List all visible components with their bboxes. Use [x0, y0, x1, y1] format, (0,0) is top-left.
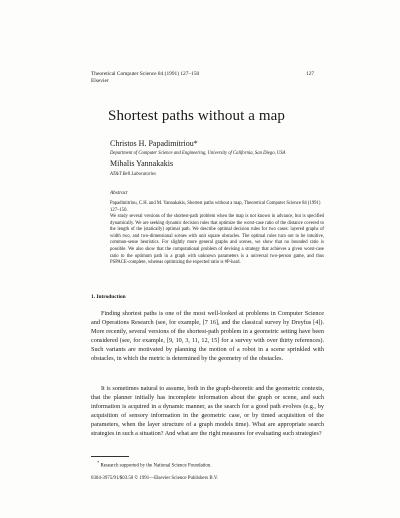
page-number: 127 — [306, 71, 315, 77]
abstract-text: We study several versions of the shortest-path problem when the map is not known in advance, but is specified dynamically. We are seeking dynamic decision rules that optimize the worst-case ratio of the distance covered to the length of the (statically) optimal path. We describe optimal decision rules for two cases: layered graphs of width two, and two-dimensional scenes with unit square obstacles. The optimal rules turn out to be intuitive, common-sense heuristics. For slightly more general graphs and scenes, we show that no bounded ratio is possible. We also show that the computational problem of devising a strategy that achieves a given worst-case ratio to the optimum path in a graph with unknown parameters is a universal two-person game, and thus PSPACE-complete, whereas optimizing the expected ratio is #P-hard. — [110, 214, 324, 266]
publisher-name: Elsevier — [91, 78, 109, 84]
footnote — [97, 460, 211, 469]
author-affiliation: Department of Computer Science and Engineering, University of California, San Diego, USA — [110, 151, 286, 156]
copyright-line: 0304-3975/91/$03.50 © 1991—Elsevier Science Publishers B.V. — [91, 476, 218, 481]
body-paragraph: Finding shortest paths is one of the most well-looked at problems in Computer Science and Operations Research (see, for example, [7 16], and the classical survey by Dreyfus [4]). More recently, several versions of the shortest-path problem in a geometric setting have been considered (see, for example, [9, 10, 3, 11, 12, 15] for a survey with over thirty references). Such variants are motivated by planning the motion of a robot in a scene sprinkled with obstacles, in which the metric is determined by the geometry of the obstacles. — [91, 310, 324, 362]
paper-title: Shortest paths without a map — [108, 108, 285, 124]
author-name: Christos H. Papadimitriou* — [110, 139, 198, 148]
journal-citation: Theoretical Computer Science 84 (1991) 127–150 — [91, 71, 200, 77]
abstract-heading: Abstract — [110, 190, 128, 196]
section-heading: 1. Introduction — [91, 294, 126, 300]
journal-header — [91, 71, 199, 85]
abstract-citation: Papadimitriou, C.H. and M. Yannakakis, Shortest paths without a map, Theoretical Computer Science 84 (1991) 127–150. — [110, 201, 321, 213]
body-paragraph: It is sometimes natural to assume, both in the graph-theoretic and the geometric contexts, that the planner initially has incomplete information about the graph or scene, and such information is acquired in a dynamic manner, as the search for a good path evolves (e.g., by acquisition of sensory information in the geometric case, or by timed acquisition of the parameters, when the layer structure of a graph models time). What are appropriate search strategies in such a situation? And what are the right measures for evaluating such strategies? — [91, 385, 324, 437]
author-affiliation: AT&T Bell Laboratories — [110, 172, 156, 177]
footnote-rule — [91, 456, 129, 457]
footnote-text: Research supported by the National Science Foundation. — [100, 463, 212, 469]
footnote-mark: * — [97, 460, 100, 465]
author-name: Mihalis Yannakakis — [110, 159, 174, 168]
